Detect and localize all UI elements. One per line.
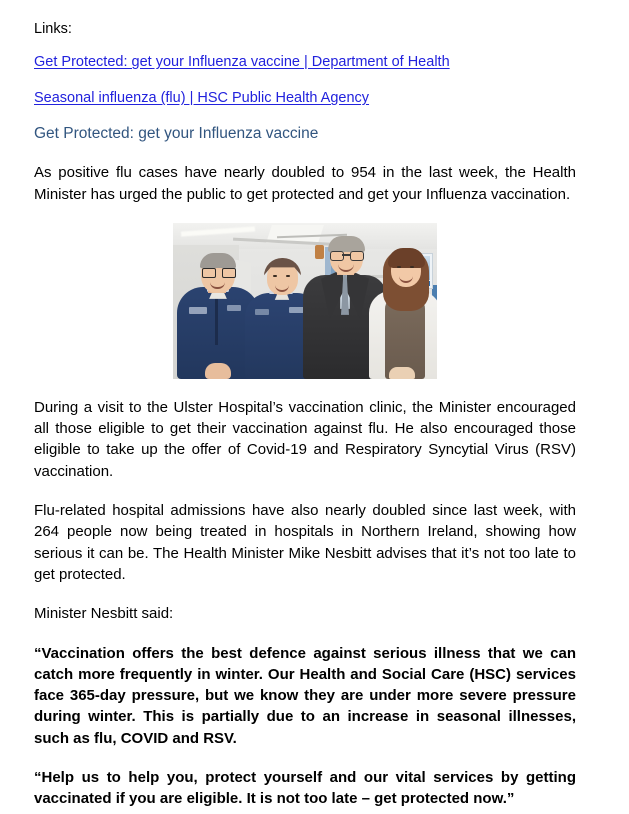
link-department-of-health[interactable]: Get Protected: get your Influenza vaccine | Department of Health bbox=[34, 54, 450, 71]
quote-attribution: Minister Nesbitt said: bbox=[34, 605, 174, 623]
nurse-glasses-right-lens bbox=[222, 268, 236, 278]
paragraph-flu-cases: As positive flu cases have nearly doubled to 954 in the last week, the Health Minister has urged the public to get protected and get your Influenza vaccination. bbox=[34, 164, 576, 203]
section-heading: Get Protected: get your Influenza vaccine bbox=[34, 125, 319, 143]
nurse-tunic-placket bbox=[215, 291, 218, 345]
photo-container bbox=[34, 223, 576, 379]
link-row-1 bbox=[34, 52, 576, 72]
photo-person-woman-in-vest bbox=[369, 251, 437, 379]
paragraph-hospital-admissions: Flu-related hospital admissions have also nearly doubled since last week, with 264 people now being treated in hospitals in Northern Ireland, showing how serious it can be. The Health Minister Mike Nesbitt advises that it’s not too late to get protected. bbox=[34, 502, 576, 583]
quote-paragraph-2: “Help us to help you, protect yourself and our vital services by getting vaccinated if you are eligible. It is not too late – get protected now.” bbox=[34, 769, 576, 808]
minister-hair bbox=[328, 236, 365, 252]
clinic-group-photo bbox=[173, 223, 437, 379]
minister-glasses-right-lens bbox=[350, 251, 364, 261]
woman-hair-top bbox=[388, 248, 425, 268]
minister-glasses-bridge bbox=[342, 254, 350, 256]
paragraph-ulster-hospital-visit: During a visit to the Ulster Hospital’s vaccination clinic, the Minister encouraged all those eligible to get their vaccination against flu. He also encouraged those eligible to take up the offer of Covid-19 and Respiratory Syncytial Virus (RSV) vaccination. bbox=[34, 398, 576, 480]
nurse-hair bbox=[200, 253, 236, 268]
link-hsc-public-health-agency[interactable]: Seasonal influenza (flu) | HSC Public Health Agency bbox=[34, 90, 370, 107]
nurse-logo-badge bbox=[227, 305, 241, 311]
woman-hands bbox=[389, 367, 415, 379]
nurse-hands bbox=[205, 363, 231, 379]
links-label: Links: bbox=[34, 21, 72, 37]
quote-paragraph-1: “Vaccination offers the best defence against serious illness that we can catch more frequently in winter. Our Health and Social Care (HSC) services face 365-day pressure, but we know they are under more severe pressure during winter. This is partially due to an increase in seasonal illnesses, such as flu, COVID and RSV. bbox=[34, 644, 576, 747]
nurse-id-badge bbox=[189, 307, 207, 314]
nurse-glasses-left-lens bbox=[202, 268, 216, 278]
minister-glasses-left-lens bbox=[330, 251, 344, 261]
link-row-2 bbox=[34, 88, 576, 108]
nurse2-id-badge bbox=[255, 309, 269, 315]
